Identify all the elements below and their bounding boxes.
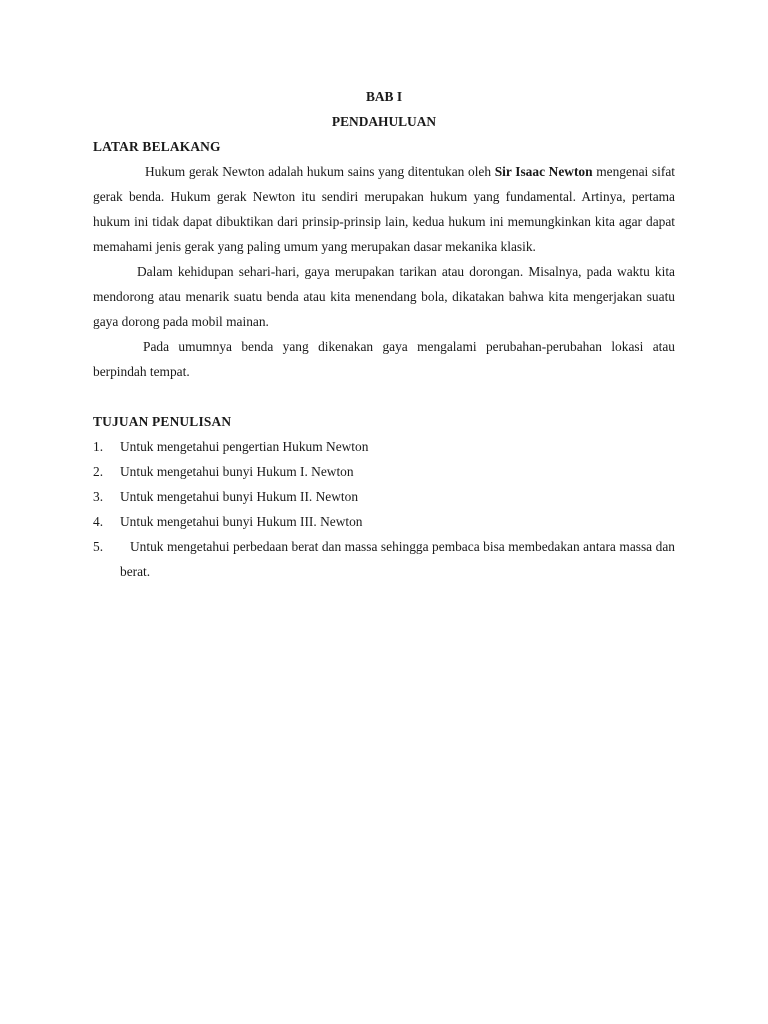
objectives-list <box>93 434 675 584</box>
chapter-title: PENDAHULUAN <box>331 114 437 129</box>
paragraph-force-effect: Pada umumnya benda yang dikenakan gaya mengalami perubahan-perubahan lokasi atau berpindah tempat. <box>93 339 675 379</box>
bold-name: Sir Isaac Newton <box>494 164 593 179</box>
document-page <box>93 84 675 584</box>
list-item-text: Untuk mengetahui pengertian Hukum Newton <box>120 439 369 454</box>
paragraph-text: mengenai sifat gerak benda. Hukum gerak Newton itu sendiri merupakan hukum yang fundamental. Artinya, pertama hukum ini tidak dapat dibuktikan dari prinsip-prinsip lain, kedua hukum ini memungkinkan kita agar dapat memahami jenis gerak yang paling umum yang merupakan dasar mekanika klasik. <box>93 164 675 254</box>
paragraph-newton-intro <box>93 159 675 259</box>
paragraph-force-daily: Dalam kehidupan sehari-hari, gaya merupakan tarikan atau dorongan. Misalnya, pada waktu kita mendorong atau menarik suatu benda atau kita menendang bola, dikatakan bahwa kita mengerjakan suatu gaya dorong pada mobil mainan. <box>93 264 675 329</box>
paragraph-text: Hukum gerak Newton adalah hukum sains yang ditentukan oleh <box>145 164 495 179</box>
list-item <box>93 484 675 509</box>
list-number: 4. <box>93 514 104 529</box>
list-item-text: Untuk mengetahui bunyi Hukum I. Newton <box>120 464 354 479</box>
list-item-text: Untuk mengetahui perbedaan berat dan massa sehingga pembaca bisa membedakan antara massa dan berat. <box>120 539 675 579</box>
list-item <box>93 434 675 459</box>
list-item <box>93 534 675 584</box>
list-number: 2. <box>93 464 104 479</box>
list-number: 5. <box>93 539 104 554</box>
section-heading-background: LATAR BELAKANG <box>93 139 221 154</box>
list-number: 1. <box>93 439 104 454</box>
list-number: 3. <box>93 489 104 504</box>
section-heading-objectives: TUJUAN PENULISAN <box>93 414 232 429</box>
spacer <box>93 384 675 409</box>
list-item-text: Untuk mengetahui bunyi Hukum II. Newton <box>120 489 359 504</box>
list-item <box>93 459 675 484</box>
chapter-number: BAB I <box>365 89 403 104</box>
list-item-text: Untuk mengetahui bunyi Hukum III. Newton <box>120 514 363 529</box>
list-item <box>93 509 675 534</box>
